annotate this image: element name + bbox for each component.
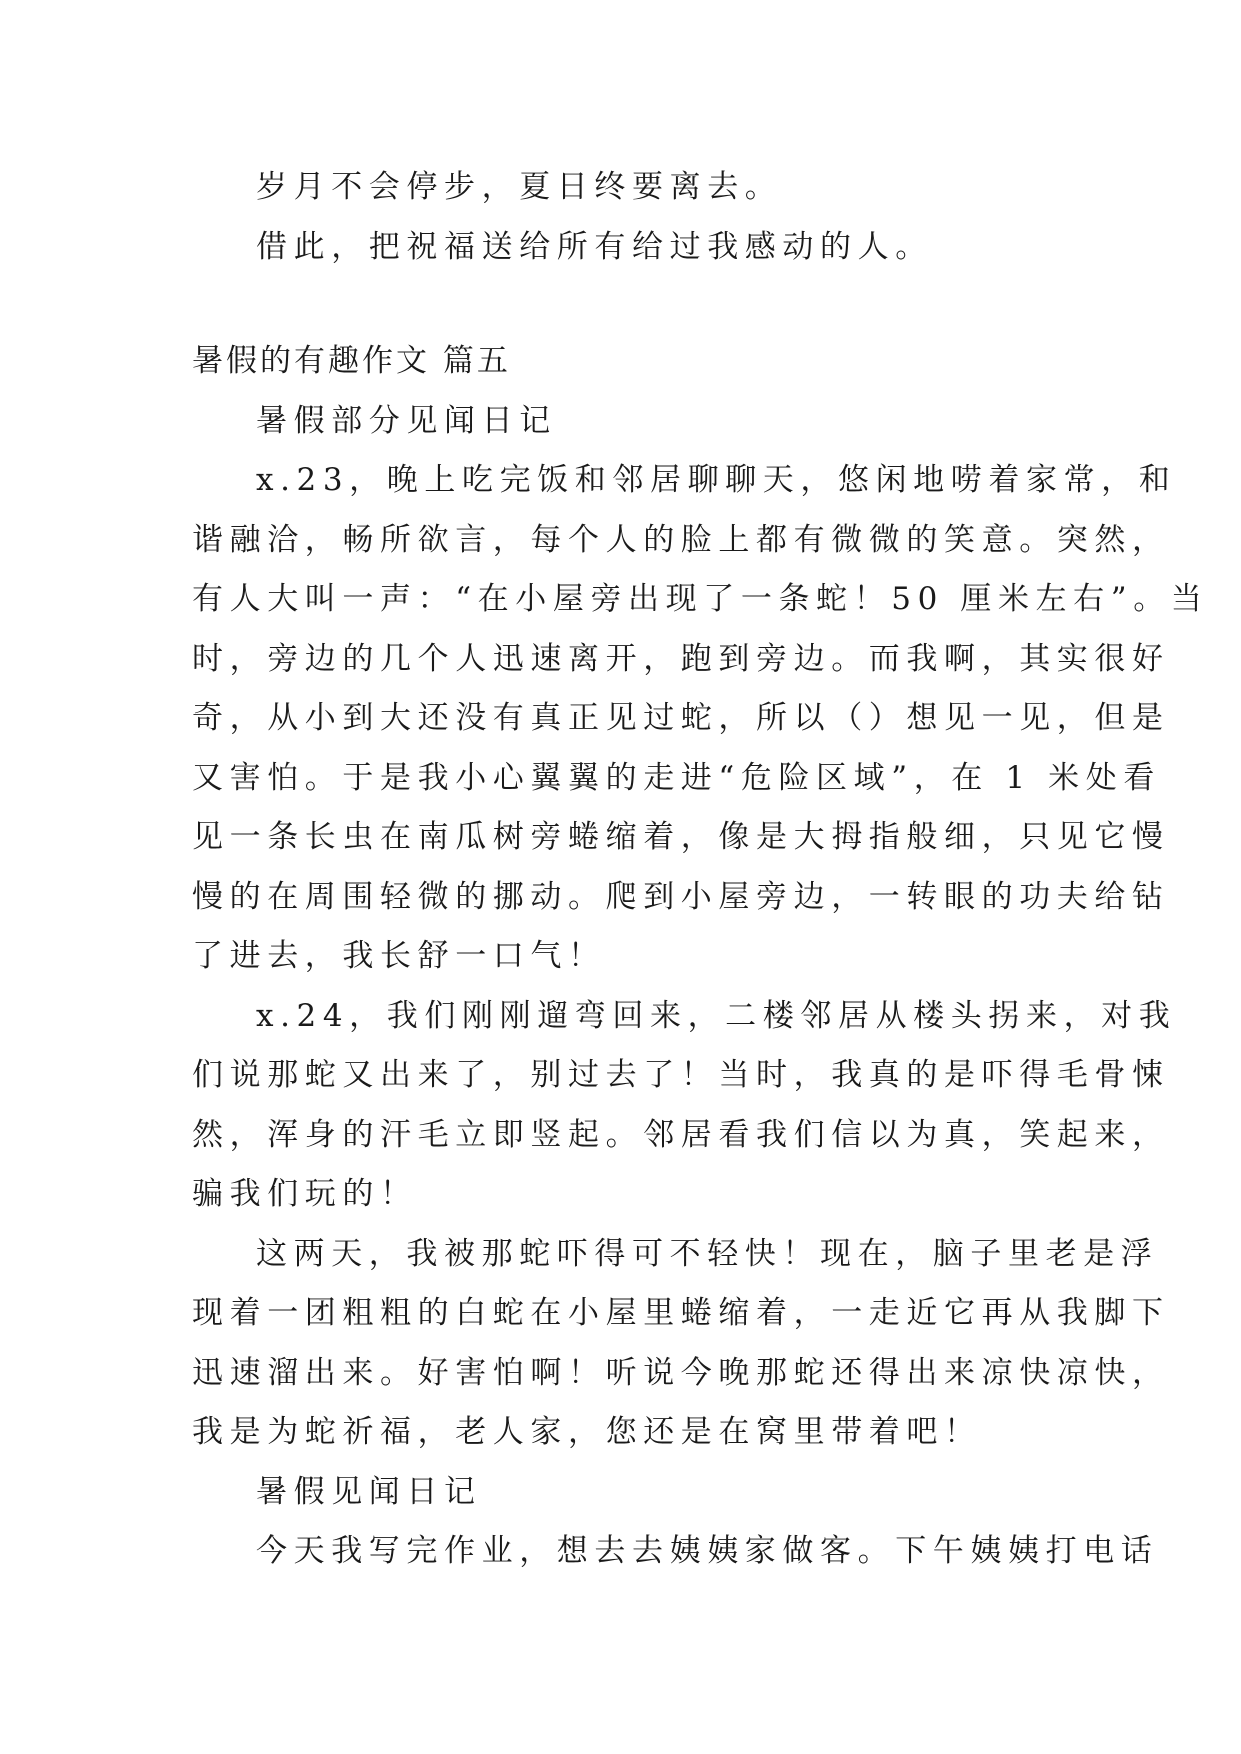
text-line: 慢的在周围轻微的挪动。爬到小屋旁边，一转眼的功夫给钻 bbox=[192, 878, 1170, 915]
paragraph bbox=[192, 1522, 1159, 1582]
text-line: 见一条长虫在南瓜树旁蜷缩着，像是大拇指般细，只见它慢 bbox=[192, 819, 1170, 855]
text-line: 谐融洽，畅所欲言，每个人的脸上都有微微的笑意。突然， bbox=[192, 521, 1170, 558]
text-line: x.24，我们刚刚遛弯回来，二楼邻居从楼头拐来，对我 bbox=[256, 997, 1177, 1034]
text-line: 了进去，我长舒一口气！ bbox=[192, 938, 606, 974]
text-line: 然，浑身的汗毛立即竖起。邻居看我们信以为真，笑起来， bbox=[192, 1116, 1170, 1153]
section-gap bbox=[192, 277, 1052, 332]
paragraph bbox=[192, 1225, 1170, 1463]
text-line: 迅速溜出来。好害怕啊！听说今晚那蛇还得出来凉快凉快， bbox=[192, 1354, 1170, 1391]
diary-title: 暑假见闻日记 bbox=[256, 1473, 482, 1510]
text-line: 时，旁边的几个人迅速离开，跑到旁边。而我啊，其实很好 bbox=[192, 640, 1170, 677]
section-heading: 暑假的有趣作文 篇五 bbox=[192, 343, 511, 379]
text-line: 借此，把祝福送给所有给过我感动的人。 bbox=[256, 228, 933, 265]
text-line: 现着一团粗粗的白蛇在小屋里蜷缩着，一走近它再从我脚下 bbox=[192, 1295, 1170, 1331]
text-line: 奇，从小到大还没有真正见过蛇，所以（）想见一见，但是 bbox=[192, 700, 1170, 736]
diary-title: 暑假部分见闻日记 bbox=[256, 402, 557, 439]
paragraph bbox=[192, 451, 1209, 987]
text-line: 又害怕。于是我小心翼翼的走进“危险区域”，在 1 米处看 bbox=[192, 759, 1161, 796]
text-line: 我是为蛇祈福，老人家，您还是在窝里带着吧！ bbox=[192, 1414, 982, 1450]
text-line: 今天我写完作业，想去去姨姨家做客。下午姨姨打电话 bbox=[256, 1533, 1159, 1569]
text-line: 骗我们玩的！ bbox=[192, 1176, 418, 1212]
text-line: 这两天，我被那蛇吓得可不轻快！现在，脑子里老是浮 bbox=[256, 1235, 1159, 1272]
paragraph bbox=[192, 987, 1177, 1225]
text-line: 有人大叫一声：“在小屋旁出现了一条蛇！50 厘米左右”。当 bbox=[192, 581, 1209, 617]
text-line: 们说那蛇又出来了，别过去了！当时，我真的是吓得毛骨悚 bbox=[192, 1057, 1170, 1093]
document-body bbox=[192, 158, 1209, 1582]
text-line: 岁月不会停步，夏日终要离去。 bbox=[256, 169, 783, 205]
text-line: x.23，晚上吃完饭和邻居聊聊天，悠闲地唠着家常，和 bbox=[256, 462, 1177, 498]
